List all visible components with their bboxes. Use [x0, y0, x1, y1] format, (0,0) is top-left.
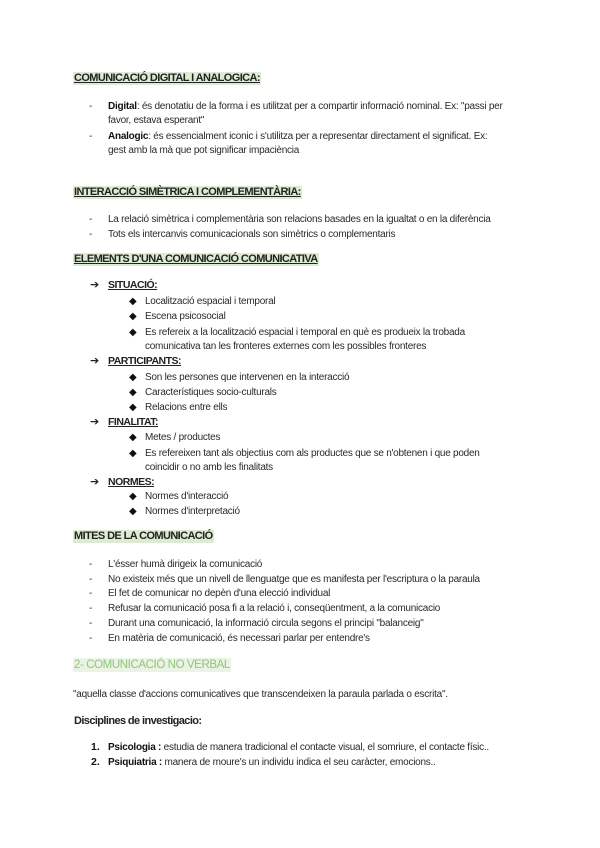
- diamond-bullet-icon: ◆: [129, 327, 137, 338]
- list-item: Es refereixen tant als objectius com als productes que se n'obtenen i que poden: [145, 448, 480, 459]
- list-item: Son les persones que intervenen en la interacció: [145, 372, 350, 383]
- list-item: Psicologia : estudia de manera tradicional el contacte visual, el somriure, el contacte físic..: [108, 742, 489, 753]
- diamond-bullet-icon: ◆: [129, 387, 137, 398]
- list-item-continuation: gest amb la mà que pot significar impaciència: [108, 145, 300, 156]
- diamond-bullet-icon: ◆: [129, 296, 137, 307]
- list-item: El fet de comunicar no depèn d'una elecció individual: [108, 588, 331, 599]
- list-item: Característiques socio-culturals: [145, 387, 277, 398]
- section-title-noverbal: 2- COMUNICACIÓ NO VERBAL: [74, 659, 230, 671]
- term: Digital: [108, 101, 137, 112]
- arrow-icon: ➔: [90, 355, 100, 367]
- list-item-continuation: favor, estava esperant": [108, 115, 205, 126]
- group-label-normes: NORMES:: [108, 476, 155, 488]
- list-item: En matèria de comunicació, és necessari parlar per entendre's: [108, 633, 370, 644]
- diamond-bullet-icon: ◆: [129, 311, 137, 322]
- section-title-digital: COMUNICACIÓ DIGITAL I ANALOGICA:: [74, 72, 260, 84]
- term: Psicologia :: [108, 742, 162, 753]
- quote-text: "aquella classe d'accions comunicatives que transcendeixen la paraula parlada o escrita".: [73, 689, 448, 700]
- list-item-continuation: comunicativa tan les fronteres externes com les possibles fronteres: [145, 341, 427, 352]
- list-item: La relació simètrica i complementària son relacions basades en la igualtat o en la diferència: [108, 214, 491, 225]
- bullet-dash: -: [89, 214, 93, 225]
- group-label-participants: PARTICIPANTS:: [108, 355, 182, 367]
- list-number: 1.: [91, 741, 100, 753]
- list-item: Localització espacial i temporal: [145, 296, 276, 307]
- bullet-dash: -: [89, 618, 93, 629]
- list-item: Es refereix a la localització espacial i temporal en què es produeix la trobada: [145, 327, 465, 338]
- term: Analogic: [108, 131, 149, 142]
- arrow-icon: ➔: [90, 416, 100, 428]
- term: Psiquiatria :: [108, 757, 162, 768]
- bullet-dash: -: [89, 574, 93, 585]
- disciplines-title: Disciplines de investigacio:: [74, 715, 202, 727]
- list-item: Tots els intercanvis comunicacionals son simètrics o complementaris: [108, 229, 396, 240]
- list-item: Relacions entre ells: [145, 402, 228, 413]
- list-number: 2.: [91, 756, 100, 768]
- diamond-bullet-icon: ◆: [129, 432, 137, 443]
- list-item: Digital: és denotatiu de la forma i es utilitzat per a compartir informació nominal. Ex: "passi per: [108, 101, 503, 112]
- list-item: Metes / productes: [145, 432, 221, 443]
- section-title-mites: MITES DE LA COMUNICACIÓ: [74, 530, 213, 542]
- list-item: Refusar la comunicació posa fi a la relació i, conseqüentment, a la comunicacio: [108, 603, 441, 614]
- list-item-continuation: coincidir o no amb les finalitats: [145, 462, 273, 473]
- bullet-dash: -: [89, 101, 93, 112]
- list-item: L'ésser humà dirigeix la comunicació: [108, 559, 263, 570]
- list-item: Normes d'interpretació: [145, 506, 240, 517]
- diamond-bullet-icon: ◆: [129, 372, 137, 383]
- diamond-bullet-icon: ◆: [129, 448, 137, 459]
- section-title-elements: ELEMENTS D'UNA COMUNICACIÓ COMUNICATIVA: [74, 253, 318, 265]
- arrow-icon: ➔: [90, 476, 100, 488]
- list-item: Normes d'interacció: [145, 491, 229, 502]
- group-label-finalitat: FINALITAT:: [108, 416, 159, 428]
- diamond-bullet-icon: ◆: [129, 402, 137, 413]
- bullet-dash: -: [89, 131, 93, 142]
- list-item: No existeix més que un nivell de llenguatge que es manifesta per l'escriptura o la paraula: [108, 574, 480, 585]
- bullet-dash: -: [89, 633, 93, 644]
- bullet-dash: -: [89, 229, 93, 240]
- arrow-icon: ➔: [90, 279, 100, 291]
- diamond-bullet-icon: ◆: [129, 491, 137, 502]
- bullet-dash: -: [89, 559, 93, 570]
- diamond-bullet-icon: ◆: [129, 506, 137, 517]
- bullet-dash: -: [89, 588, 93, 599]
- list-item: Psiquiatria : manera de moure's un individu indica el seu caràcter, emocions..: [108, 757, 436, 768]
- list-item: Durant una comunicació, la informació circula segons el principi "balanceig": [108, 618, 424, 629]
- list-item: Analogic: és essencialment iconic i s'utilitza per a representar directament el significat. Ex:: [108, 131, 488, 142]
- group-label-situacio: SITUACIÓ:: [108, 279, 158, 291]
- bullet-dash: -: [89, 603, 93, 614]
- section-title-interaccio: INTERACCIÓ SIMÈTRICA I COMPLEMENTÀRIA:: [74, 186, 301, 198]
- list-item: Escena psicosocial: [145, 311, 226, 322]
